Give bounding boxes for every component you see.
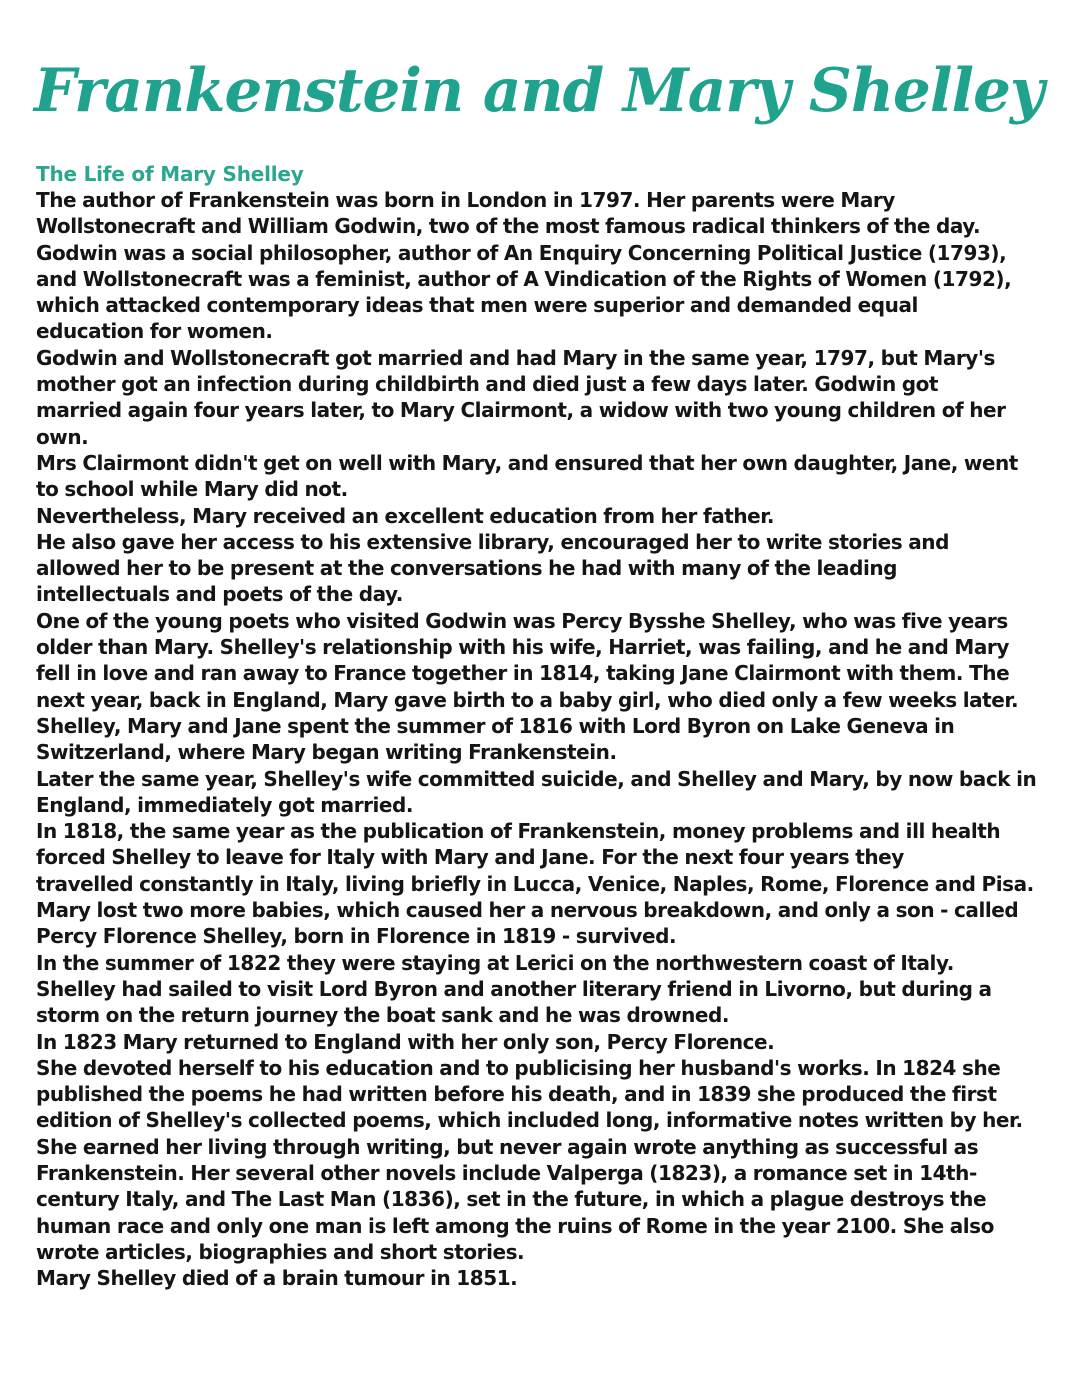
text-line: education for women. [36, 319, 273, 344]
text-line: married again four years later, to Mary Clairmont, a widow with two young children of her [36, 398, 1006, 423]
text-line: and Wollstonecraft was a feminist, author of A Vindication of the Rights of Women (1792), [36, 266, 1012, 291]
text-line: own. [36, 424, 89, 449]
text-line: Mary lost two more babies, which caused her a nervous breakdown, and only a son - called [36, 898, 1019, 923]
text-line: In 1823 Mary returned to England with her only son, Percy Florence. [36, 1029, 775, 1054]
text-line: He also gave her access to his extensive library, encouraged her to write stories and [36, 529, 949, 554]
text-line: to school while Mary did not. [36, 477, 348, 502]
text-line: edition of Shelley's collected poems, which included long, informative notes written by her. [36, 1108, 1023, 1133]
text-line: Wollstonecraft and William Godwin, two of the most famous radical thinkers of the day. [36, 214, 981, 239]
text-line: Godwin was a social philosopher, author of An Enquiry Concerning Political Justice (1793), [36, 240, 1007, 265]
text-line: storm on the return journey the boat sank and he was drowned. [36, 1003, 730, 1028]
text-line: Shelley had sailed to visit Lord Byron and another literary friend in Livorno, but during a [36, 976, 992, 1001]
text-line: She devoted herself to his education and to publicising her husband's works. In 1824 she [36, 1055, 1001, 1080]
text-line: published the poems he had written before his death, and in 1839 she produced the first [36, 1082, 997, 1107]
text-line: wrote articles, biographies and short stories. [36, 1239, 525, 1264]
page-title: Frankenstein and Mary Shelley [34, 56, 1044, 126]
text-line: Godwin and Wollstonecraft got married and had Mary in the same year, 1797, but Mary's [36, 345, 996, 370]
body-text [36, 187, 1046, 1291]
text-line: Frankenstein. Her several other novels include Valperga (1823), a romance set in 14th- [36, 1160, 977, 1185]
text-line: human race and only one man is left among the ruins of Rome in the year 2100. She also [36, 1213, 994, 1238]
text-line: Nevertheless, Mary received an excellent education from her father. [36, 503, 774, 528]
text-line: Mary Shelley died of a brain tumour in 1851. [36, 1266, 518, 1291]
text-line: She earned her living through writing, but never again wrote anything as successful as [36, 1134, 979, 1159]
text-line: mother got an infection during childbirth and died just a few days later. Godwin got [36, 372, 939, 397]
text-line: Percy Florence Shelley, born in Florence in 1819 - survived. [36, 924, 677, 949]
text-line: older than Mary. Shelley's relationship with his wife, Harriet, was failing, and he and Mary [36, 635, 1009, 660]
text-line: next year, back in England, Mary gave birth to a baby girl, who died only a few weeks later. [36, 687, 1019, 712]
text-line: century Italy, and The Last Man (1836), set in the future, in which a plague destroys the [36, 1187, 987, 1212]
text-line: Switzerland, where Mary began writing Frankenstein. [36, 740, 617, 765]
text-line: forced Shelley to leave for Italy with Mary and Jane. For the next four years they [36, 845, 904, 870]
text-line: intellectuals and poets of the day. [36, 582, 403, 607]
text-line: Shelley, Mary and Jane spent the summer of 1816 with Lord Byron on Lake Geneva in [36, 713, 955, 738]
text-line: Mrs Clairmont didn't get on well with Mary, and ensured that her own daughter, Jane, went [36, 450, 1018, 475]
text-line: The author of Frankenstein was born in London in 1797. Her parents were Mary [36, 188, 895, 212]
text-line: fell in love and ran away to France together in 1814, taking Jane Clairmont with them. The [36, 661, 1010, 686]
text-line: which attacked contemporary ideas that men were superior and demanded equal [36, 293, 918, 318]
text-line: travelled constantly in Italy, living briefly in Lucca, Venice, Naples, Rome, Florence and Pisa. [36, 871, 1034, 896]
text-line: In 1818, the same year as the publication of Frankenstein, money problems and ill health [36, 819, 1001, 844]
text-line: One of the young poets who visited Godwin was Percy Bysshe Shelley, who was five years [36, 608, 1008, 633]
text-line: England, immediately got married. [36, 792, 414, 817]
text-line: In the summer of 1822 they were staying at Lerici on the northwestern coast of Italy. [36, 950, 954, 975]
text-line: allowed her to be present at the conversations he had with many of the leading [36, 556, 898, 581]
section-heading: The Life of Mary Shelley [36, 162, 304, 186]
text-line: Later the same year, Shelley's wife committed suicide, and Shelley and Mary, by now back in [36, 766, 1037, 791]
